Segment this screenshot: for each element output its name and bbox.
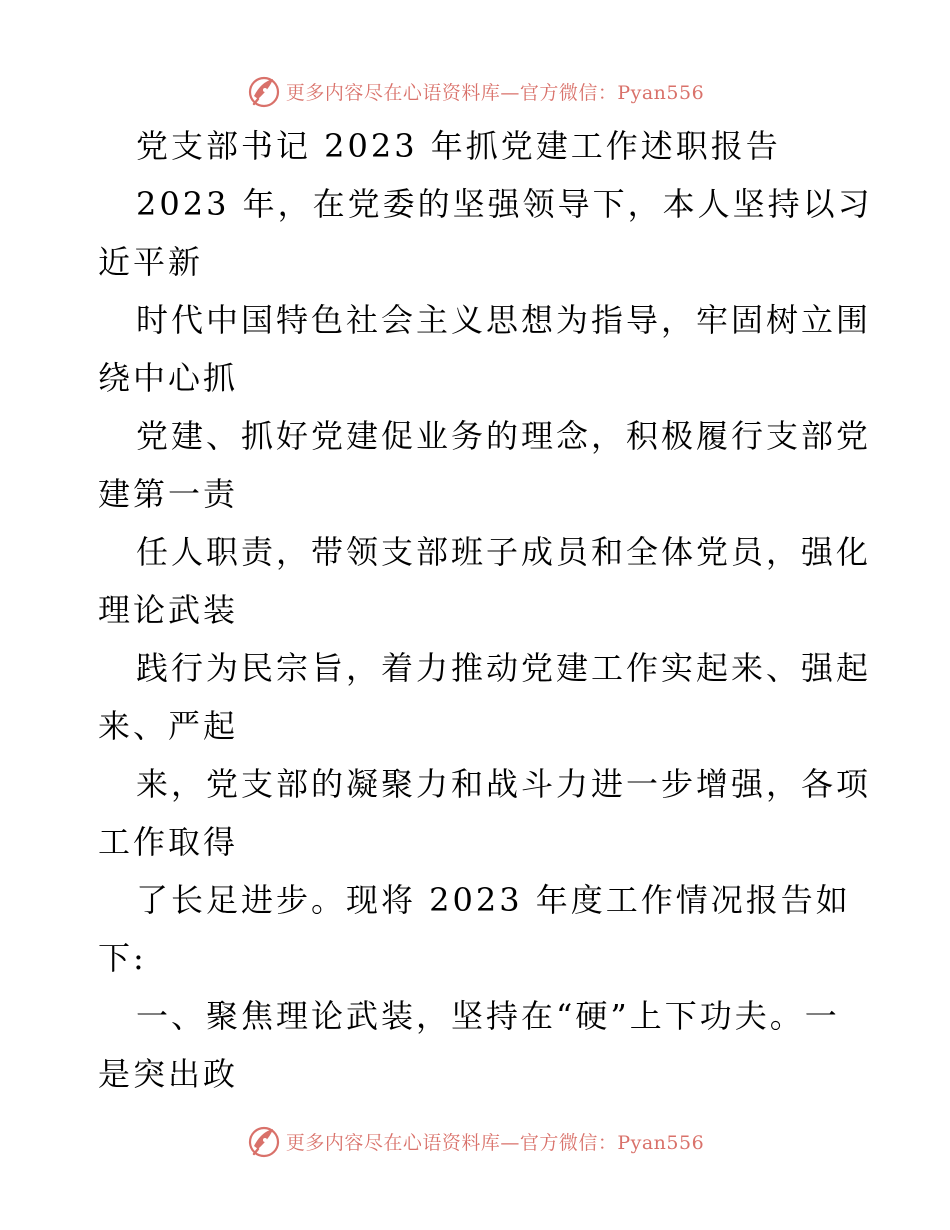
paragraph-line: 工作取得 — [98, 823, 239, 861]
pen-nib-logo-icon — [246, 73, 282, 109]
document-title: 党支部书记 2023 年抓党建工作述职报告 — [136, 127, 781, 165]
paragraph-line: 是突出政 — [98, 1055, 239, 1093]
paragraph-line: 建第一责 — [98, 475, 239, 513]
paragraph-line: 下: — [98, 939, 147, 977]
header-watermark — [0, 71, 950, 111]
paragraph-line: 时代中国特色社会主义思想为指导，牢固树立围 — [136, 301, 872, 339]
paragraph-line: 来、严起 — [98, 707, 239, 745]
paragraph-line: 来，党支部的凝聚力和战斗力进一步增强，各项 — [136, 765, 872, 803]
paragraph-line: 2023 年，在党委的坚强领导下，本人坚持以习 — [136, 185, 873, 223]
paragraph-line: 绕中心抓 — [98, 359, 239, 397]
paragraph-line: 近平新 — [98, 243, 204, 281]
paragraph-line: 任人职责，带领支部班子成员和全体党员，强化 — [136, 533, 872, 571]
paragraph-line: 党建、抓好党建促业务的理念，积极履行支部党 — [136, 417, 872, 455]
document-body — [98, 117, 873, 1103]
footer-watermark — [0, 1121, 950, 1161]
paragraph-line: 了长足进步。现将 2023 年度工作情况报告如 — [136, 881, 851, 919]
watermark-text: 更多内容尽在心语资料库—官方微信：Pyan556 — [285, 1131, 705, 1154]
pen-nib-logo-icon — [246, 1123, 282, 1159]
watermark-text: 更多内容尽在心语资料库—官方微信：Pyan556 — [285, 81, 705, 104]
section-heading-line: 一、聚焦理论武装，坚持在“硬”上下功夫。一 — [136, 997, 840, 1035]
paragraph-line: 践行为民宗旨，着力推动党建工作实起来、强起 — [136, 649, 872, 687]
paragraph-line: 理论武装 — [98, 591, 239, 629]
